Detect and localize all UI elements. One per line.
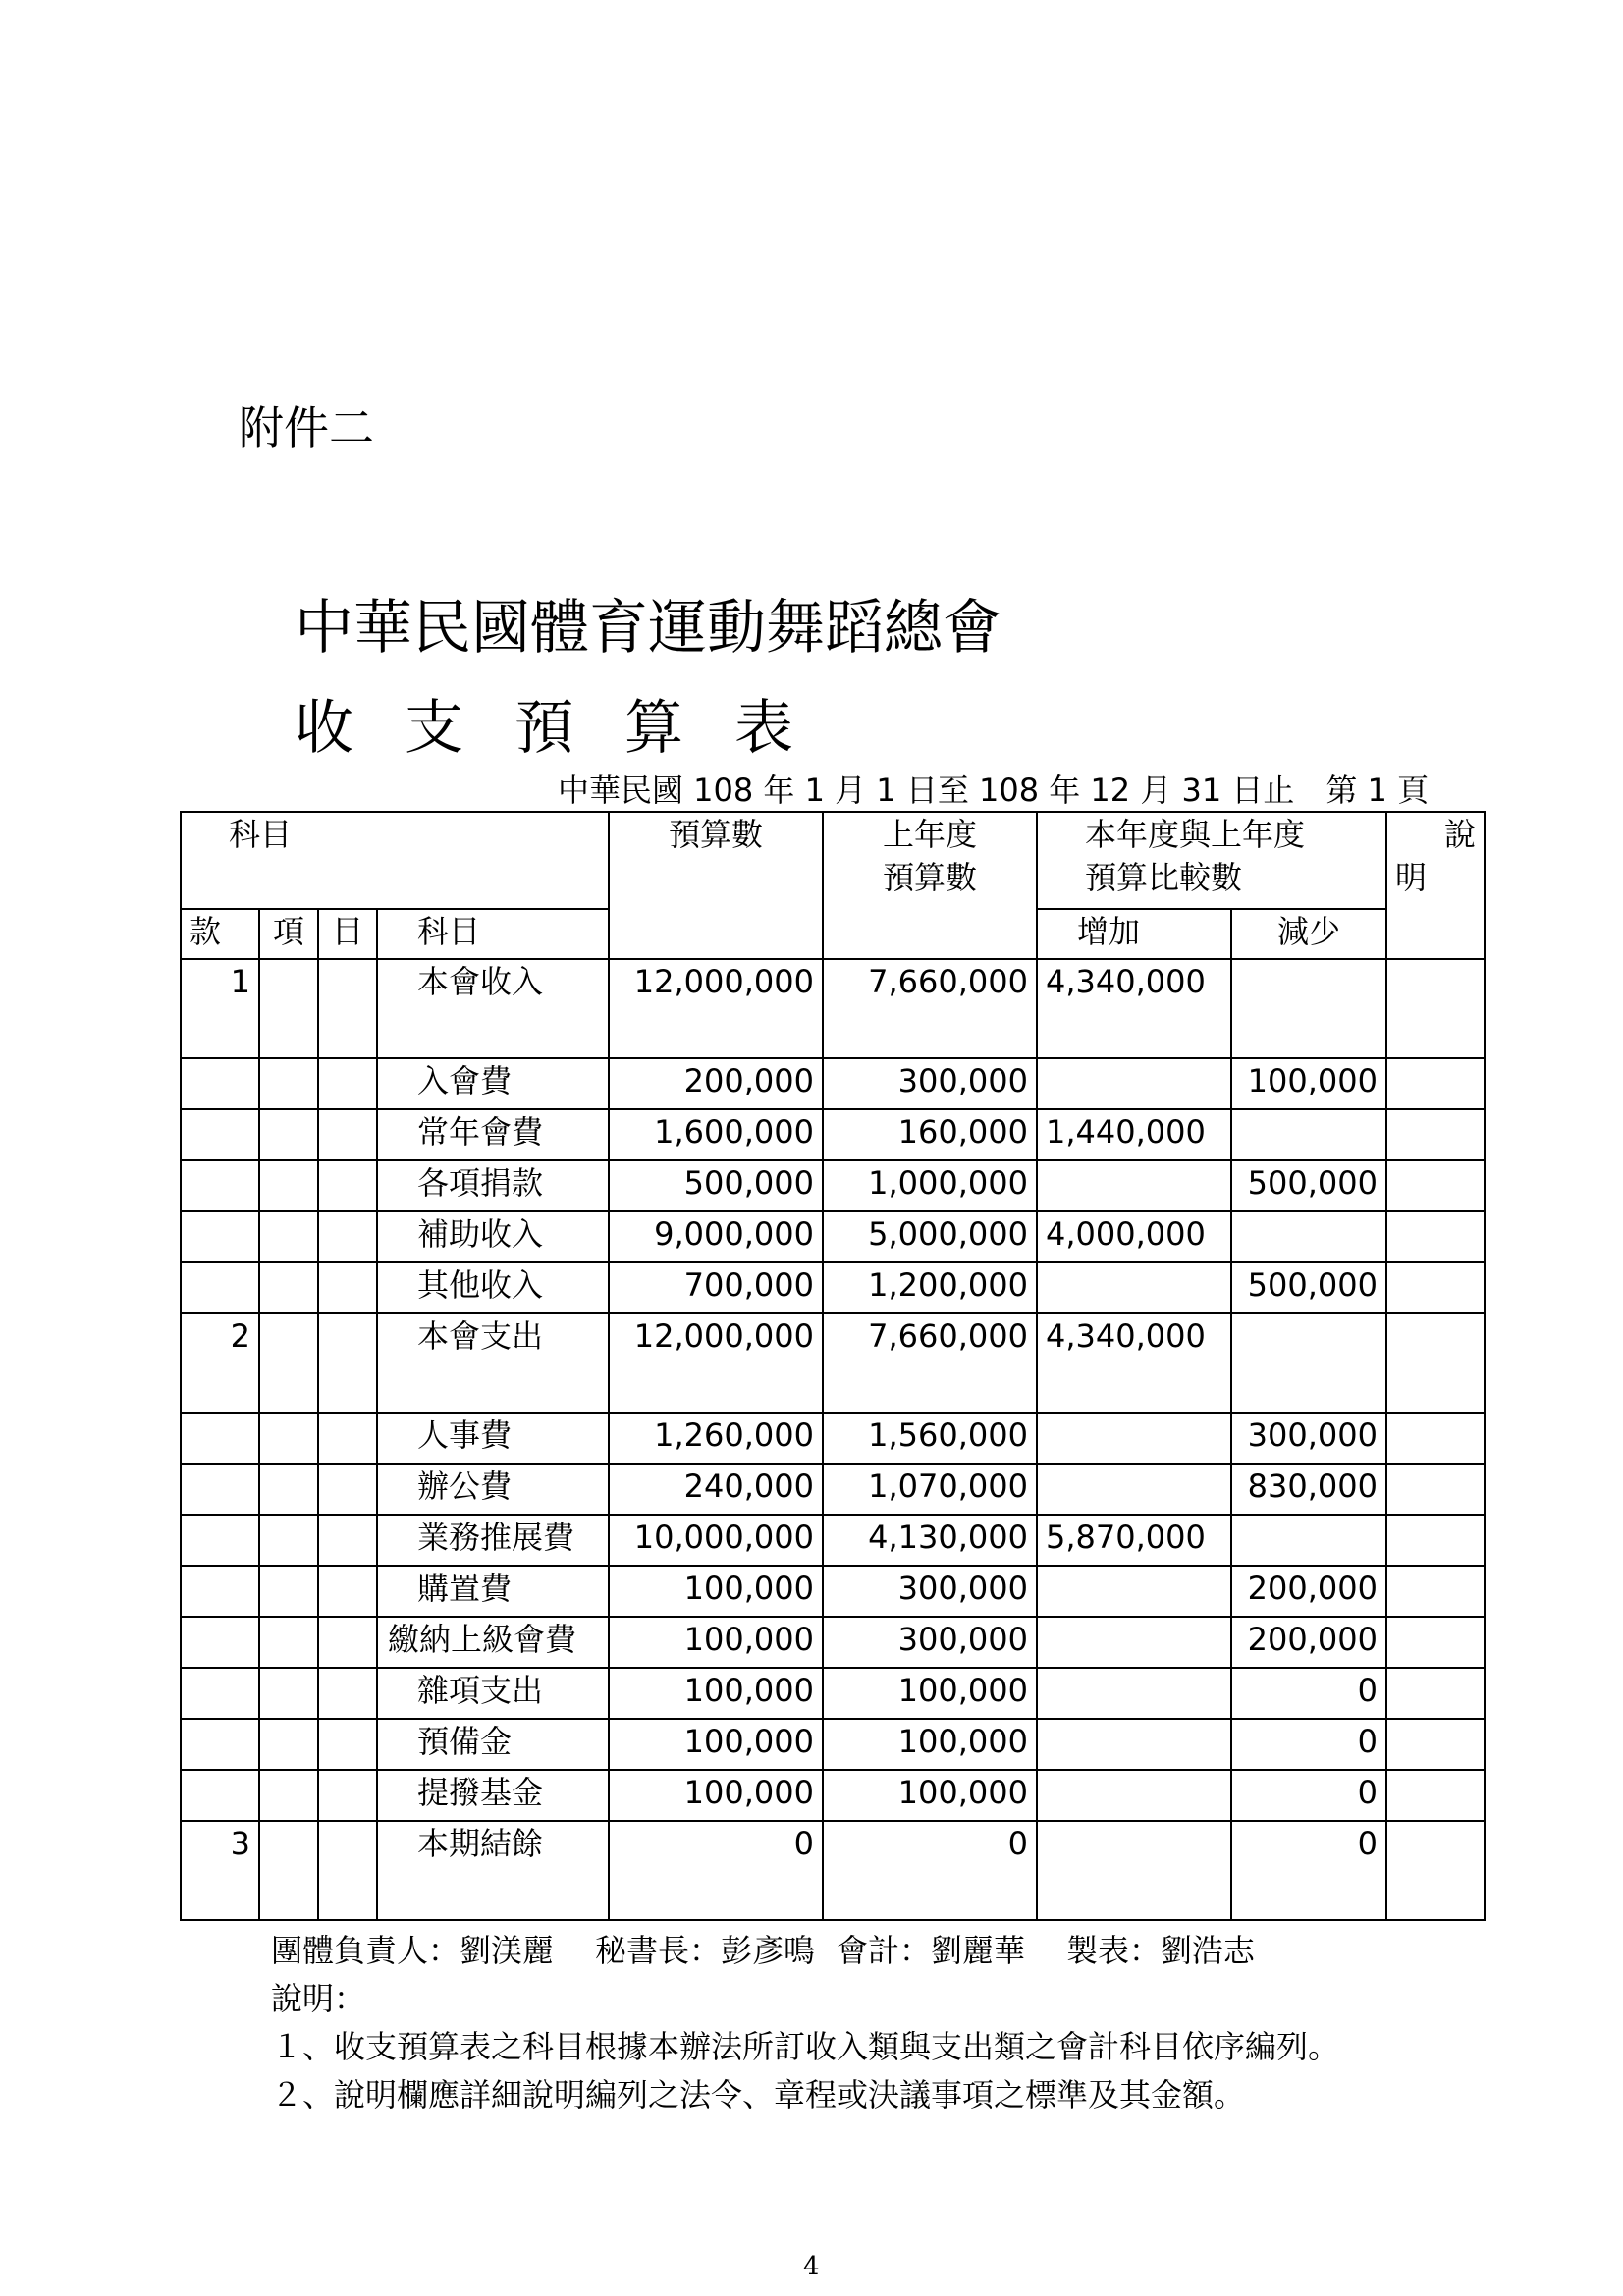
header-prev-line2: 預算數 <box>882 859 977 896</box>
row-subject: 本期結餘 <box>377 1821 609 1920</box>
row-xiang <box>259 1770 318 1821</box>
row-mu <box>318 1719 377 1770</box>
row-prev-budget: 4,130,000 <box>823 1515 1037 1566</box>
row-xiang <box>259 1668 318 1719</box>
header-decrease: 減少 <box>1231 909 1386 959</box>
row-mu <box>318 1262 377 1313</box>
row-kuan <box>181 1770 259 1821</box>
header-description <box>1386 812 1485 959</box>
row-budget: 100,000 <box>609 1617 823 1668</box>
row-decrease: 0 <box>1231 1719 1386 1770</box>
row-description <box>1386 1109 1485 1160</box>
title-char: 算 <box>624 694 683 763</box>
row-prev-budget: 1,070,000 <box>823 1464 1037 1515</box>
row-subject: 本會支出 <box>377 1313 609 1413</box>
row-decrease: 0 <box>1231 1821 1386 1920</box>
row-mu <box>318 959 377 1058</box>
row-subject: 預備金 <box>377 1719 609 1770</box>
row-budget: 12,000,000 <box>609 959 823 1058</box>
row-prev-budget: 100,000 <box>823 1668 1037 1719</box>
row-decrease: 0 <box>1231 1770 1386 1821</box>
table-row <box>181 1211 1485 1262</box>
row-subject: 購置費 <box>377 1566 609 1617</box>
header-prev-budget <box>823 812 1037 959</box>
row-kuan <box>181 1719 259 1770</box>
row-decrease: 200,000 <box>1231 1566 1386 1617</box>
row-subject: 提撥基金 <box>377 1770 609 1821</box>
row-description <box>1386 1719 1485 1770</box>
row-mu <box>318 1770 377 1821</box>
row-xiang <box>259 959 318 1058</box>
row-increase: 5,870,000 <box>1037 1515 1231 1566</box>
row-kuan <box>181 1262 259 1313</box>
header-prev-line1: 上年度 <box>882 816 977 853</box>
row-decrease: 200,000 <box>1231 1617 1386 1668</box>
row-kuan: 2 <box>181 1313 259 1413</box>
row-budget: 100,000 <box>609 1566 823 1617</box>
row-increase: 4,340,000 <box>1037 1313 1231 1413</box>
row-prev-budget: 160,000 <box>823 1109 1037 1160</box>
row-decrease: 300,000 <box>1231 1413 1386 1464</box>
table-row <box>181 1109 1485 1160</box>
row-subject: 業務推展費 <box>377 1515 609 1566</box>
organization-title: 中華民國體育運動舞蹈總會 <box>295 594 1001 663</box>
row-increase: 4,340,000 <box>1037 959 1231 1058</box>
row-increase <box>1037 1668 1231 1719</box>
row-budget: 100,000 <box>609 1668 823 1719</box>
row-increase <box>1037 1617 1231 1668</box>
row-subject: 人事費 <box>377 1413 609 1464</box>
row-description <box>1386 959 1485 1058</box>
row-kuan: 3 <box>181 1821 259 1920</box>
table-row <box>181 1515 1485 1566</box>
row-subject: 雜項支出 <box>377 1668 609 1719</box>
row-decrease: 500,000 <box>1231 1262 1386 1313</box>
row-decrease <box>1231 1313 1386 1413</box>
title-char: 預 <box>514 694 573 763</box>
title-char: 表 <box>734 694 793 763</box>
row-xiang <box>259 1058 318 1109</box>
header-desc-line1: 說 <box>1443 816 1476 853</box>
row-budget: 9,000,000 <box>609 1211 823 1262</box>
budget-table <box>180 811 1486 1921</box>
table-row <box>181 1464 1485 1515</box>
row-increase <box>1037 1719 1231 1770</box>
row-description <box>1386 1313 1485 1413</box>
table-row <box>181 1160 1485 1211</box>
row-xiang <box>259 1211 318 1262</box>
row-subject: 入會費 <box>377 1058 609 1109</box>
row-increase <box>1037 1413 1231 1464</box>
row-prev-budget: 5,000,000 <box>823 1211 1037 1262</box>
row-mu <box>318 1566 377 1617</box>
row-xiang <box>259 1719 318 1770</box>
row-kuan <box>181 1617 259 1668</box>
row-xiang <box>259 1262 318 1313</box>
row-subject: 本會收入 <box>377 959 609 1058</box>
row-increase <box>1037 1058 1231 1109</box>
row-increase <box>1037 1770 1231 1821</box>
row-xiang <box>259 1617 318 1668</box>
header-subject: 科目 <box>181 812 609 909</box>
row-prev-budget: 300,000 <box>823 1058 1037 1109</box>
table-row <box>181 1821 1485 1920</box>
note-item: １、收支預算表之科目根據本辦法所訂收入類與支出類之會計科目依序編列。 <box>271 2028 1340 2065</box>
table-row <box>181 1313 1485 1413</box>
row-increase: 1,440,000 <box>1037 1109 1231 1160</box>
row-kuan <box>181 1413 259 1464</box>
row-mu <box>318 1515 377 1566</box>
row-xiang <box>259 1566 318 1617</box>
row-mu <box>318 1109 377 1160</box>
header-kuan: 款 <box>181 909 259 959</box>
table-row <box>181 1668 1485 1719</box>
row-decrease <box>1231 959 1386 1058</box>
row-increase <box>1037 1821 1231 1920</box>
row-kuan: 1 <box>181 959 259 1058</box>
row-xiang <box>259 1313 318 1413</box>
header-row <box>181 812 1485 909</box>
header-subject-name: 科目 <box>377 909 609 959</box>
header-compare-line2: 預算比較數 <box>1085 859 1243 896</box>
header-increase: 增加 <box>1037 909 1231 959</box>
row-description <box>1386 1770 1485 1821</box>
row-budget: 100,000 <box>609 1770 823 1821</box>
table-row <box>181 1262 1485 1313</box>
row-increase <box>1037 1464 1231 1515</box>
row-kuan <box>181 1058 259 1109</box>
table-row <box>181 1413 1485 1464</box>
row-mu <box>318 1464 377 1515</box>
table-row <box>181 1770 1485 1821</box>
row-xiang <box>259 1413 318 1464</box>
row-description <box>1386 1262 1485 1313</box>
signer-secretary: 秘書長：彭彥鳴 <box>595 1932 816 1969</box>
row-budget: 1,260,000 <box>609 1413 823 1464</box>
row-description <box>1386 1821 1485 1920</box>
title-char: 收 <box>295 694 353 763</box>
row-budget: 500,000 <box>609 1160 823 1211</box>
row-decrease <box>1231 1211 1386 1262</box>
row-description <box>1386 1617 1485 1668</box>
title-char: 支 <box>405 694 463 763</box>
row-subject: 辦公費 <box>377 1464 609 1515</box>
row-description <box>1386 1413 1485 1464</box>
row-kuan <box>181 1464 259 1515</box>
table-row <box>181 1719 1485 1770</box>
row-kuan <box>181 1109 259 1160</box>
row-budget: 10,000,000 <box>609 1515 823 1566</box>
row-kuan <box>181 1566 259 1617</box>
table-row <box>181 1058 1485 1109</box>
row-description <box>1386 1668 1485 1719</box>
row-budget: 700,000 <box>609 1262 823 1313</box>
row-prev-budget: 100,000 <box>823 1770 1037 1821</box>
row-mu <box>318 1211 377 1262</box>
row-prev-budget: 7,660,000 <box>823 959 1037 1058</box>
row-subject: 各項捐款 <box>377 1160 609 1211</box>
row-subject: 補助收入 <box>377 1211 609 1262</box>
header-compare <box>1037 812 1386 909</box>
row-budget: 240,000 <box>609 1464 823 1515</box>
row-mu <box>318 1617 377 1668</box>
row-description <box>1386 1211 1485 1262</box>
document-title <box>295 681 844 766</box>
row-description <box>1386 1515 1485 1566</box>
header-xiang: 項 <box>259 909 318 959</box>
row-prev-budget: 0 <box>823 1821 1037 1920</box>
row-description <box>1386 1058 1485 1109</box>
row-xiang <box>259 1821 318 1920</box>
signers-line <box>271 1926 1274 1971</box>
row-subject: 繳納上級會費 <box>377 1617 609 1668</box>
row-decrease <box>1231 1515 1386 1566</box>
period-line: 中華民國 108 年 1 月 1 日至 108 年 12 月 31 日止 第 1 頁 <box>558 772 1430 809</box>
row-decrease: 500,000 <box>1231 1160 1386 1211</box>
row-xiang <box>259 1515 318 1566</box>
row-budget: 1,600,000 <box>609 1109 823 1160</box>
row-xiang <box>259 1464 318 1515</box>
row-mu <box>318 1313 377 1413</box>
row-description <box>1386 1464 1485 1515</box>
row-kuan <box>181 1160 259 1211</box>
row-description <box>1386 1160 1485 1211</box>
header-mu: 目 <box>318 909 377 959</box>
row-mu <box>318 1058 377 1109</box>
row-mu <box>318 1413 377 1464</box>
row-increase <box>1037 1160 1231 1211</box>
table-row <box>181 1617 1485 1668</box>
row-budget: 12,000,000 <box>609 1313 823 1413</box>
row-prev-budget: 1,000,000 <box>823 1160 1037 1211</box>
row-decrease <box>1231 1109 1386 1160</box>
row-budget: 0 <box>609 1821 823 1920</box>
note-item: ２、說明欄應詳細說明編列之法令、章程或決議事項之標準及其金額。 <box>271 2076 1246 2113</box>
row-kuan <box>181 1668 259 1719</box>
row-prev-budget: 100,000 <box>823 1719 1037 1770</box>
header-budget: 預算數 <box>609 812 823 959</box>
row-increase <box>1037 1566 1231 1617</box>
signer-preparer: 製表：劉浩志 <box>1066 1932 1256 1969</box>
row-prev-budget: 300,000 <box>823 1566 1037 1617</box>
row-increase: 4,000,000 <box>1037 1211 1231 1262</box>
row-mu <box>318 1821 377 1920</box>
signer-accountant: 會計：劉麗華 <box>837 1932 1026 1969</box>
row-subject: 常年會費 <box>377 1109 609 1160</box>
row-kuan <box>181 1515 259 1566</box>
page-number: 4 <box>803 2252 820 2281</box>
row-prev-budget: 7,660,000 <box>823 1313 1037 1413</box>
row-kuan <box>181 1211 259 1262</box>
row-decrease: 0 <box>1231 1668 1386 1719</box>
row-prev-budget: 1,200,000 <box>823 1262 1037 1313</box>
row-prev-budget: 1,560,000 <box>823 1413 1037 1464</box>
row-xiang <box>259 1109 318 1160</box>
table-row <box>181 959 1485 1058</box>
header-compare-line1: 本年度與上年度 <box>1085 816 1306 853</box>
row-mu <box>318 1160 377 1211</box>
row-increase <box>1037 1262 1231 1313</box>
row-decrease: 100,000 <box>1231 1058 1386 1109</box>
notes-label: 說明： <box>271 1980 366 2017</box>
row-xiang <box>259 1160 318 1211</box>
table-row <box>181 1566 1485 1617</box>
header-desc-line2: 明 <box>1395 859 1428 896</box>
row-prev-budget: 300,000 <box>823 1617 1037 1668</box>
row-subject: 其他收入 <box>377 1262 609 1313</box>
row-decrease: 830,000 <box>1231 1464 1386 1515</box>
attachment-label: 附件二 <box>239 401 374 454</box>
row-budget: 200,000 <box>609 1058 823 1109</box>
row-mu <box>318 1668 377 1719</box>
signer-head: 團體負責人：劉渼麗 <box>271 1932 555 1969</box>
row-budget: 100,000 <box>609 1719 823 1770</box>
row-description <box>1386 1566 1485 1617</box>
